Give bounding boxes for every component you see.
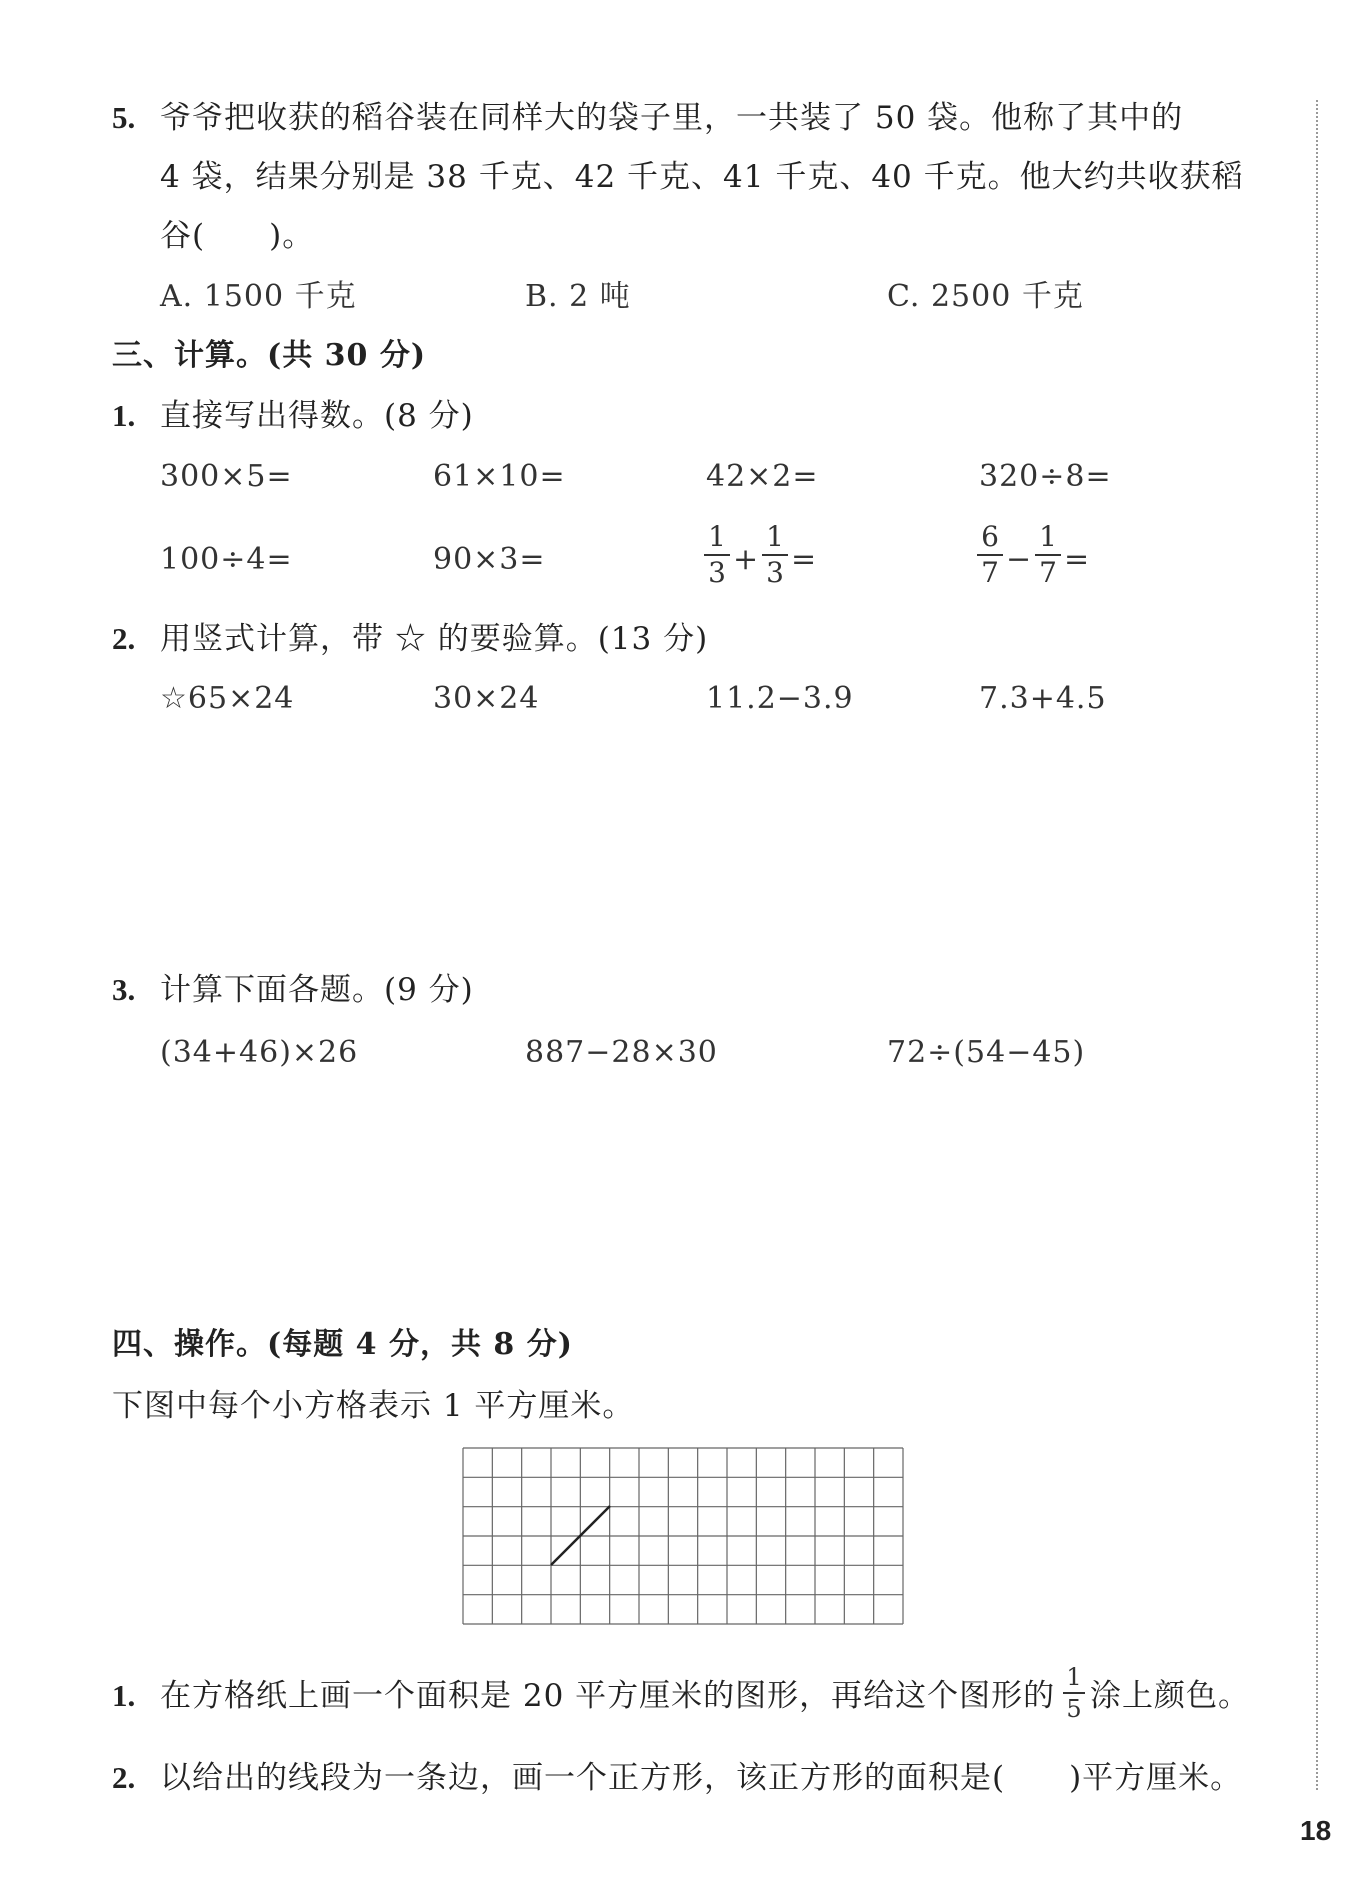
q5-number: 5. (112, 100, 136, 135)
calc-item: 11.2−3.9 (706, 681, 854, 716)
fraction-denominator: 3 (708, 556, 726, 589)
calc-item: 61×10= (433, 459, 566, 494)
fraction-numerator: 1 (766, 520, 784, 553)
equals-sign: = (791, 542, 818, 577)
s4-q2-text: 以给出的线段为一条边，画一个正方形，该正方形的面积是( )平方厘米。 (160, 1760, 1243, 1796)
calc-item: 30×24 (433, 681, 540, 716)
s3-p3-number: 3. (112, 972, 136, 1007)
s3-p2-text: 用竖式计算，带 ☆ 的要验算。(13 分) (160, 621, 709, 657)
fraction (704, 522, 730, 588)
binding-margin-line (1316, 100, 1318, 1790)
fraction (1035, 522, 1061, 588)
calc-item: 300×5= (160, 459, 293, 494)
fraction-denominator: 7 (1039, 556, 1057, 589)
q5-option-b: B. 2 吨 (525, 279, 631, 314)
equals-sign: = (1064, 542, 1091, 577)
calc-item: (34+46)×26 (160, 1035, 359, 1070)
section3-title: 三、计算。(共 30 分) (112, 338, 427, 373)
s3-p3-text: 计算下面各题。(9 分) (160, 972, 474, 1008)
calc-item: 320÷8= (979, 459, 1112, 494)
fraction-denominator: 5 (1066, 1695, 1082, 1723)
fraction-numerator: 6 (981, 520, 999, 553)
fraction-numerator: 1 (708, 520, 726, 553)
fraction-numerator: 1 (1039, 520, 1057, 553)
s4-q1-number: 1. (112, 1678, 136, 1713)
s4-q1-text-before: 在方格纸上画一个面积是 20 平方厘米的图形，再给这个图形的 (160, 1678, 1056, 1714)
operator: − (1006, 542, 1033, 577)
calc-item: 887−28×30 (525, 1035, 718, 1070)
s3-p1-number: 1. (112, 398, 136, 433)
fraction (977, 522, 1003, 588)
s4-q1-text-after: 涂上颜色。 (1090, 1678, 1250, 1714)
q5-line2: 4 袋，结果分别是 38 千克、42 千克、41 千克、40 千克。他大约共收获稻 (160, 159, 1244, 195)
fraction (1063, 1664, 1085, 1722)
calc-item: 72÷(54−45) (887, 1035, 1086, 1070)
fraction-denominator: 3 (766, 556, 784, 589)
calc-item: 42×2= (706, 459, 819, 494)
square-grid[interactable] (462, 1447, 904, 1625)
section4-title: 四、操作。(每题 4 分，共 8 分) (112, 1327, 573, 1362)
page-number: 18 (1300, 1815, 1332, 1846)
q5-option-c: C. 2500 千克 (887, 279, 1084, 314)
calc-item: 7.3+4.5 (979, 681, 1107, 716)
fraction (762, 522, 788, 588)
calc-item: ☆65×24 (160, 681, 295, 716)
s3-p2-number: 2. (112, 621, 136, 656)
fraction-numerator: 1 (1066, 1663, 1082, 1691)
operator: + (733, 542, 760, 577)
s4-q2-number: 2. (112, 1760, 136, 1795)
q5-line1: 爷爷把收获的稻谷装在同样大的袋子里，一共装了 50 袋。他称了其中的 (160, 100, 1184, 136)
s3-p1-text: 直接写出得数。(8 分) (160, 398, 474, 434)
q5-line3: 谷( )。 (160, 218, 315, 254)
section4-intro: 下图中每个小方格表示 1 平方厘米。 (112, 1388, 635, 1424)
calc-item: 90×3= (433, 542, 546, 577)
fraction-denominator: 7 (981, 556, 999, 589)
calc-item: 100÷4= (160, 542, 293, 577)
q5-option-a: A. 1500 千克 (160, 279, 357, 314)
fraction-bar (1063, 1692, 1085, 1694)
